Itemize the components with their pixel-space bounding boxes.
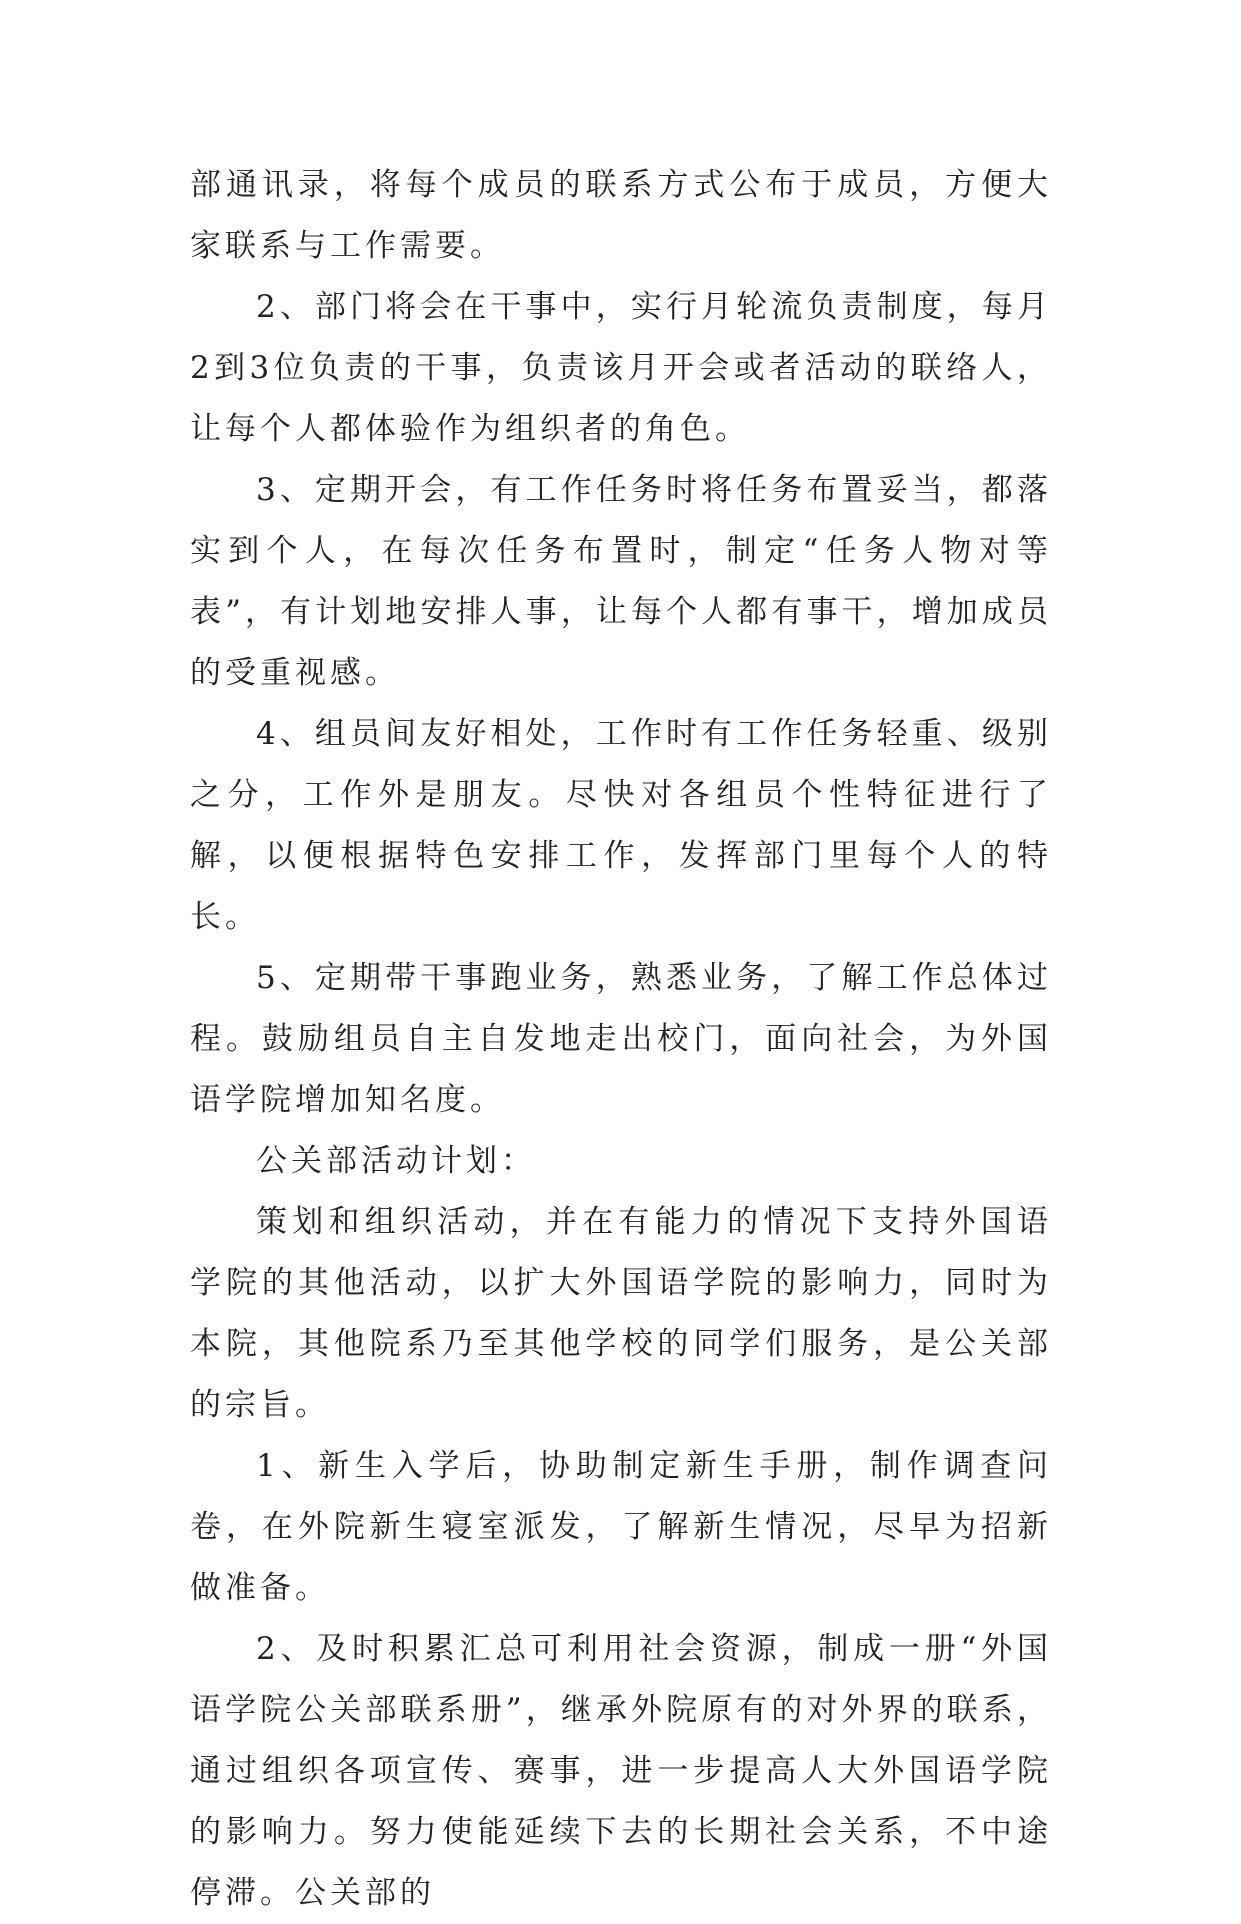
paragraph-item-4-relations: 4、组员间友好相处，工作时有工作任务轻重、级别之分，工作外是朋友。尽快对各组员个性特征进行了解，以便根据特色安排工作，发挥部门里每个人的特长。 bbox=[190, 716, 1052, 935]
section-heading-pr-plan: 公关部活动计划： bbox=[256, 1143, 536, 1179]
paragraph-pr-item-2: 2、及时积累汇总可利用社会资源，制成一册“外国语学院公关部联系册”，继承外院原有的对外界的联系，通过组织各项宣传、赛事，进一步提高人大外国语学院的影响力。努力使能延续下去的长期社会关系，不中途停滞。公关部的 bbox=[190, 1631, 1052, 1911]
paragraph-pr-item-1: 1、新生入学后，协助制定新生手册，制作调查问卷，在外院新生寝室派发，了解新生情况，尽早为招新做准备。 bbox=[190, 1448, 1052, 1606]
paragraph-contact-list: 部通讯录，将每个成员的联系方式公布于成员，方便大家联系与工作需要。 bbox=[190, 167, 1052, 264]
document-body bbox=[190, 155, 1052, 1924]
paragraph-pr-purpose: 策划和组织活动，并在有能力的情况下支持外国语学院的其他活动，以扩大外国语学院的影响力，同时为本院，其他院系乃至其他学校的同学们服务，是公关部的宗旨。 bbox=[190, 1204, 1052, 1423]
paragraph-item-2-rotation: 2、部门将会在干事中，实行月轮流负责制度，每月2到3位负责的干事，负责该月开会或者活动的联络人，让每个人都体验作为组织者的角色。 bbox=[190, 289, 1052, 447]
paragraph-item-3-meetings: 3、定期开会，有工作任务时将任务布置妥当，都落实到个人，在每次任务布置时，制定“任务人物对等表”，有计划地安排人事，让每个人都有事干，增加成员的受重视感。 bbox=[190, 472, 1052, 691]
paragraph-item-5-business: 5、定期带干事跑业务，熟悉业务，了解工作总体过程。鼓励组员自主自发地走出校门，面向社会，为外国语学院增加知名度。 bbox=[190, 960, 1052, 1118]
